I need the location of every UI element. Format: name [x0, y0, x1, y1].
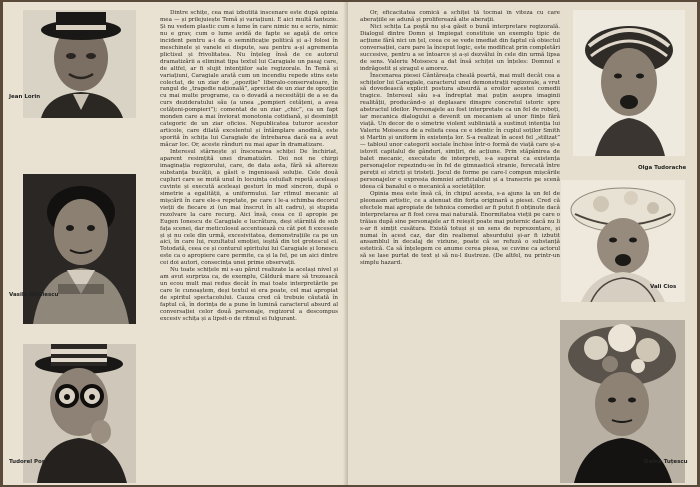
left-article-text: [160, 10, 338, 480]
jean-lorin-photo: [23, 10, 136, 118]
paragraph: Nu toate schițele mi s-au părut realizate la același nivel și am avut surpriza ca, de exemplu, Căldură mare să trezească un ecou mult mai redus decât în mai toate interpretările pe care le cunoaștem, deși textul ei era poate, cel mai apropiat de spiritul spectacolului. Cauza cred că trebuie căutată în faptul că, în dorința de a pune în lumină caracterul absurd al conversației celor două personaje, regizorul a descompus excesiv schița și a lipsit-o de ritmul ei fulgurant.: [160, 267, 338, 322]
paragraph: Or, eficacitatea comică a schiței tă tocmai în viteza cu care aberațiile se adună și proliferează alte aberații.: [360, 10, 560, 23]
magazine-spread: [3, 2, 697, 485]
right-article-text: [360, 10, 560, 480]
paragraph: Opinia mea este însă că, în chipul acesta, s-a ajuns la un fel de pleonasm artistic, ce a atenuat din forța originară a piesei. Cred că efectele mai apropiate de tehnica comediei ar fi putut fi obținute dacă interpretarea ar fi fost ceva mai naturală. Enormitatea vieții pe care o trăiau după sine personajele ar fi reieșit poate mai puternic dacă nu li s-ar fi simțit cusătura. Există totuși și un sens de reprezentare, și numai în acest caz, dar din realismul absurdului și-ar fi izbutit ansamblul în decalaj de viziune, poate că se refuză o substanță estetică. Ca să înțelegem ce anume cerea piesa, se cuvine ca actorul să se lase purtat de text și să nu-l ilustreze. (De altfel, nu printr-un simplu hazard.: [360, 190, 560, 267]
paragraph: Interesul stârnește și înscenarea schiței De închiriat, aparent resimțită unei dramatizări. Doi noi ne chirgi imaginația regizorului, care, de data asta, fără să altereze substanța bucății, a găsit o ingenioasă soluție. Cele două cupluri care se mută unul în locuința celuilalt repetă aceleași cuvinte și execută aceleași gesturi în mod sincron, după o simetrie a egalității, a uniformului. Iar ritmul mecanic al mișcării în care ele-s repetate, pe care i le-a schimba decorul vieții de fiecare zi (un mai înscrut în alt cadru), și stupida rezolvare la care recurg. Aici însă, ceea ce il apropie pe Eugen Ionescu de Caragiale e lucrătura, deși stârnită de sub fața scenei, dar meticulosul accentuează cu cât pot fi excesele și și nu cele din urmă, excesivitatea, demonstrațiile ca pe un aici, în care lui, rezultatul emoției, ieșită din tot grotescul ei. Totodată, ceea ce și conturul spiritului lui Caragiale și Ionescu este ca o apropiere care permite, ca și la fel, pe un aici dintre cei doi autori, consecința unei prime observații.: [160, 149, 338, 267]
caption: Jean Lorin: [9, 94, 41, 100]
right-page: [348, 2, 697, 485]
vasile-nitulescu-photo: [23, 174, 136, 324]
caption: Daina Tuțescu: [644, 459, 688, 465]
caption: Vasile Nițulescu: [9, 292, 59, 298]
paragraph: Înscenarea piesei Cântăreața cheală poartă, mai mult decât cea a schițelor lui Caragiale, caracterul unei demonstrații regizorale, a vrut să dovedească explicit postura absurdă a eroilor acestei comedii tragice. Interesul său s-a îndreptat mai puțin asupra imaginii realității, producând-o și deplasare dinspre concretul istoric spre abstractul ideilor. Personajele au fost interpretate ca un fel de roboți, iar mecanica dialogului a devenit un mecanism al unor ființe fără viață. Un decor de o simetrie violent subliniată a sustinut intenția lui Valeriu Moisescu de a reliefa ceea ce e identic în cuplul soților Smith și Martin și uniform în existența lor. S-a realizat în acest fel „stilizat” — tabloul unor categorii sociale închise într-o formă de viață care și-a istovit capitalul de gânduri, simțiri, de acțiune. Prin stăpânirea de balet mecanic, executate de interpreți, s-a sugerat ca existența personajelor repezindu-se în fel de gimnastică stranie, ferecată între pereții ei stricți și tristeți. Jocul de forme pe care-l compun mișcările personajelor e expresia domniei artificialului și a transcrie pe scenă ideea că banalul e o mecanică a societăților.: [360, 72, 560, 190]
caption: Olga Tudorache: [638, 165, 687, 171]
caption: Tudorel Popa: [9, 459, 50, 465]
paragraph: Dintre schițe, cea mai izbutită înscenare este după opinia mea — și prilejuiește Temă și variațiuni. E aici multă fantezie. Și nu vedem plastic cum e lume în care nimic nu e scris, nimic nu e grav, cum o lume avidă de fapte se agață de orice incident pentru a-i da o semnificație politică și a-l folosi în meschinele și vanele ei dispute, sau pentru a-și agrementa plictisul și frivolitatea. Nu înțeleg însă de ce autorul dramatizării a eliminat tipa textul lui Caragiale un pasaj care, de altfel, ar fi slujit intențiilor sale regizorale. În Temă și variațiuni, Caragiale arată cum un incendiu repede stins este colectat, de un ziar de „opoziție” liberalo-conservatoare, în rangul de „tragedie națională”, apreciat de un ziar de opoziție cu mai multe programe, ca o dovadă a necesității de a se da curs dezideratului său (a unea „pompieri cetățeni, a avea cetățeni-pompieri”); comentat de un ziar „chic”, ca un fapt monden care a mai înviorat monotonia cotidiană, și desmințit categoric de un ziar oficios. Nepublicatea tuturor acestor articole, care dilată excelentul și întâmplare anodină, este sporită în schița lui Caragiale de întrebarea dacă ea a avut măcar loc. Or, aceste rânduri nu mai apar în dramatizare.: [160, 10, 338, 149]
left-page: [3, 2, 348, 485]
caption: Vali Cios: [650, 284, 677, 290]
olga-tudorache-photo: [573, 10, 685, 156]
paragraph: Nici schița La poștă nu și-a găsit o bună interpretare regizorală. Dialogul dintre Domn și Impiegat constituie un exemplu tipic de acțiune fără nici un țel, ceea ce se vede imediat din faptul că obiectul conversației, care pare la început logic, este modificat prin completări succesive, pentru a se întoarce și a-și dezvălui în cele din urmă lipsa de sens. Valeriu Moisescu a dat însă schiței un înțeles: Domnul e indrăgostit și șiragul e amorez.: [360, 23, 560, 72]
